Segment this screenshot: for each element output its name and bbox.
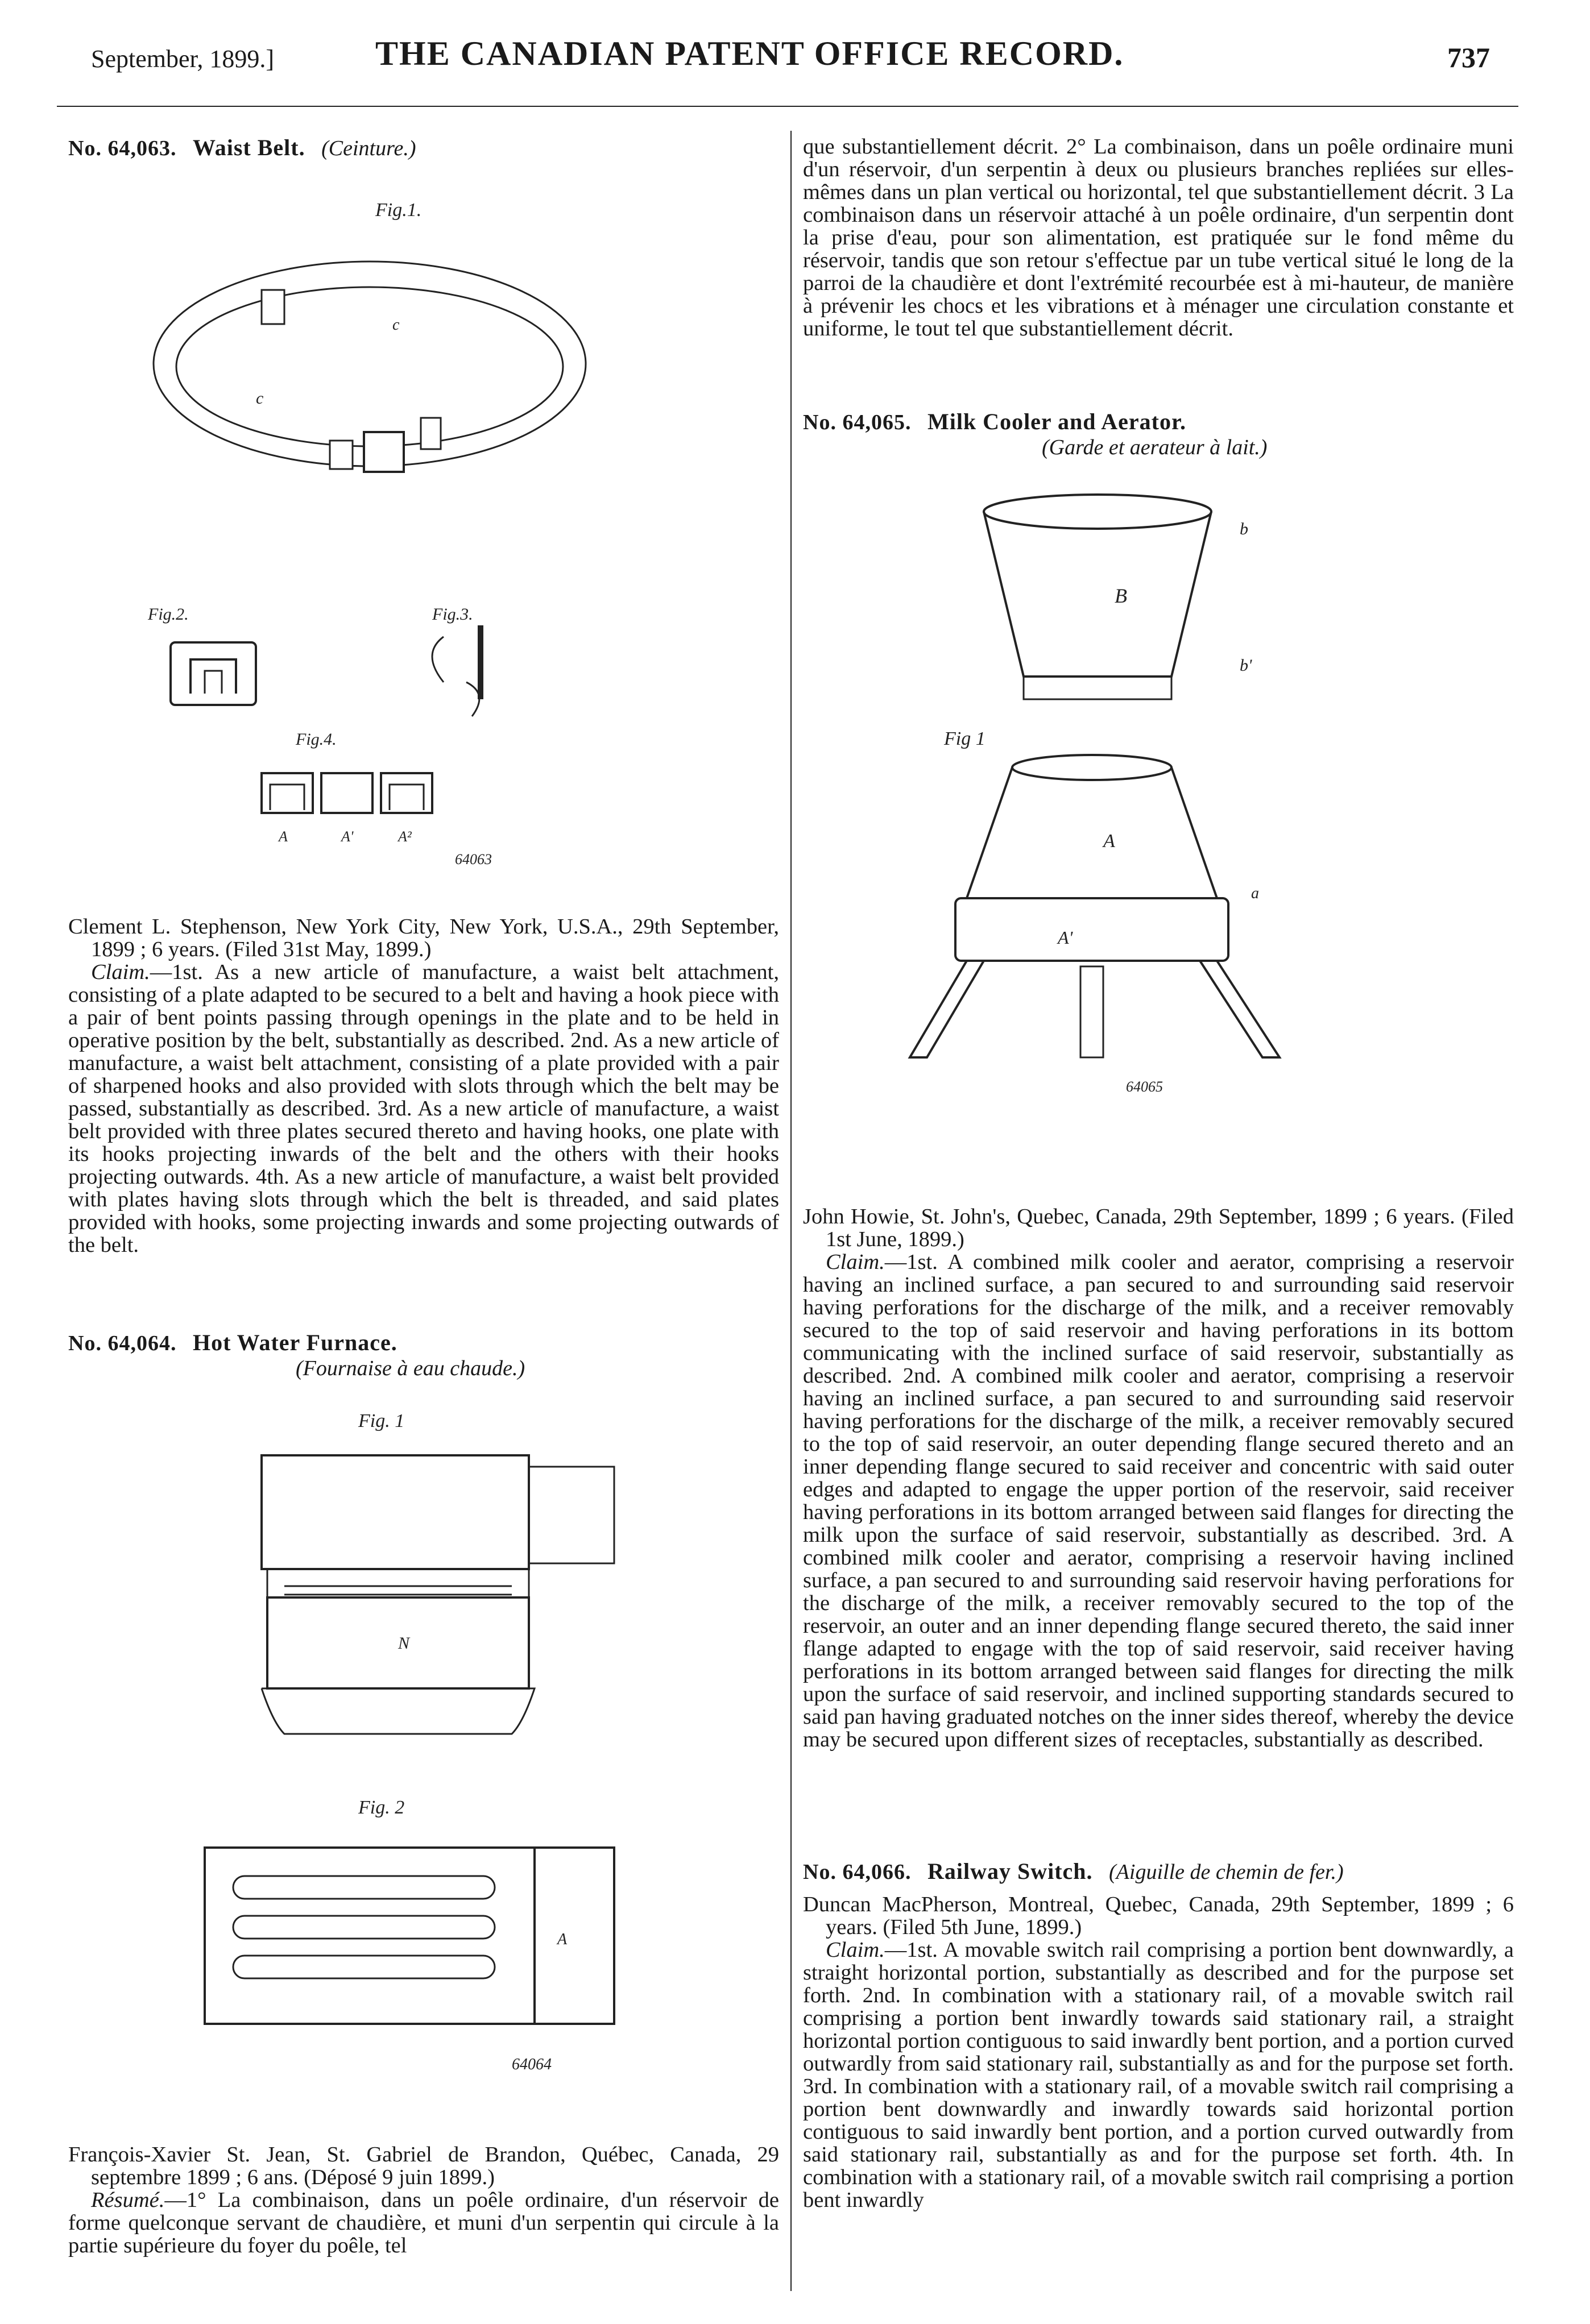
- patent-64-claim-continued: que substantiellement décrit. 2° La combinaison, dans un poêle ordinaire muni d'un réservoir, d'un serpentin à deux ou plusieurs branches repliées sur elles-mêmes dans un plan vertical ou horizontal, tel que substantiellement décrit. 3 La combinaison dans un réservoir attaché à un poêle ordinaire, d'un serpentin dont la prise d'eau, pour son alimentation, est pratiquée sur le fond même du réservoir, tandis que son retour s'effectue par un tube vertical situé le long de la parroi de la chaudière et dont l'extrémité recourbée est à mi-hauteur, de manière à prévenir les chocs et les vibrations et à ménager une circulation constante et uniforme, le tout tel que substantiellement décrit.: [803, 135, 1514, 341]
- fig4-label: A': [341, 828, 354, 845]
- pan-label-a: a: [1251, 885, 1259, 902]
- patent-63-figure-number: 64063: [455, 851, 492, 868]
- patent-65-heading: [803, 409, 1514, 460]
- support-leg-left: [910, 961, 984, 1057]
- pan-label: A': [1058, 927, 1073, 948]
- patent-63-title: Waist Belt.: [192, 135, 305, 160]
- fig1-coil-chamber: [267, 1569, 529, 1597]
- belt-label-c: c: [256, 389, 264, 408]
- patent-66-body: [803, 1893, 1514, 2211]
- fig-label-1: Fig 1: [944, 728, 986, 749]
- patent-63-heading: [68, 135, 779, 161]
- belt-label-c: c: [392, 316, 400, 334]
- patent-63-inventor: Clement L. Stephenson, New York City, New York, U.S.A., 29th September, 1899 ; 6 years. (Filed 31st May, 1899.): [68, 915, 779, 961]
- milk-cooler-figure: [887, 489, 1456, 1188]
- patent-66-number: No. 64,066.: [803, 1860, 912, 1884]
- belt-buckle: [364, 432, 404, 472]
- receiver-body: [984, 512, 1211, 677]
- patent-64-french-title: (Fournaise à eau chaude.): [296, 1356, 525, 1380]
- patent-65-title: Milk Cooler and Aerator.: [927, 409, 1187, 434]
- fig2-furnace-plan: [205, 1848, 535, 2024]
- fig4-hook: [270, 785, 304, 810]
- fig-label-4: Fig.4.: [296, 730, 337, 749]
- journal-title: THE CANADIAN PATENT OFFICE RECORD.: [375, 35, 1124, 72]
- fig2-plate: [171, 642, 256, 705]
- waist-belt-figure: [125, 182, 694, 898]
- patent-65-number: No. 64,065.: [803, 410, 912, 434]
- belt-inner-edge: [176, 287, 563, 446]
- patent-65-claim-label: Claim.: [826, 1250, 885, 1274]
- fig4-label: A²: [398, 828, 412, 845]
- fig2-hook: [205, 671, 222, 694]
- running-header: [57, 34, 1513, 80]
- receiver-rim: [984, 495, 1211, 529]
- patent-64-inventor: François-Xavier St. Jean, St. Gabriel de Brandon, Québec, Canada, 29 septembre 1899 ; 6 ans. (Déposé 9 juin 1899.): [68, 2143, 779, 2189]
- patent-66-inventor: Duncan MacPherson, Montreal, Quebec, Canada, 29th September, 1899 ; 6 years. (Filed 5th June, 1899.): [803, 1893, 1514, 1939]
- fig1-furnace-top: [262, 1455, 529, 1569]
- fig-label-3: Fig.3.: [432, 605, 473, 624]
- patent-63-french-title: (Ceinture.): [321, 136, 416, 160]
- fig2-hook: [191, 659, 236, 694]
- reservoir-top: [1012, 755, 1171, 780]
- reservoir-body: [967, 767, 1217, 898]
- patent-64-heading: [68, 1330, 779, 1381]
- header-date: September, 1899.]: [91, 45, 275, 73]
- hot-water-furnace-figure: [171, 1404, 682, 2143]
- patent-64-claim-label: Résumé.: [91, 2188, 165, 2212]
- patent-66-claim-text: —1st. A movable switch rail comprising a portion bent downwardly, a straight horizontal portion, substantially as described and for the purpose set forth. 2nd. In combination with a stationary rail, of a movable switch rail comprising a portion bent inwardly towards said stationary rail, a straight horizontal portion contiguous to said inwardly bent portion, and a portion curved outwardly from said stationary rail, substantially as and for the purpose set forth. 3rd. In combination with a stationary rail, of a movable switch rail comprising a portion bent downwardly and inwardly towards said horizontal portion contiguous to said inwardly bent portion, and a portion curved outwardly from said stationary rail, substantially as and for the purpose set forth. 4th. In combination with a stationary rail, of a movable switch rail comprising a portion bent inwardly: [803, 1938, 1514, 2212]
- fig2-reservoir: [535, 1848, 614, 2024]
- receiver-flange: [1024, 677, 1171, 699]
- patent-64-figure-number: 64064: [512, 2056, 552, 2073]
- patent-63-number: No. 64,063.: [68, 136, 177, 160]
- patent-63-body: [68, 915, 779, 1256]
- receiver-label-b-small: b: [1240, 520, 1248, 538]
- patent-66-claim-label: Claim.: [826, 1938, 885, 1962]
- patent-64-claim: [68, 2189, 779, 2257]
- fig2-coil: [233, 1956, 495, 1978]
- fig1-coil: [284, 1586, 512, 1595]
- patent-63-claim-label: Claim.: [91, 960, 150, 984]
- patent-66-heading: [803, 1859, 1514, 1885]
- fig4-plate: [321, 773, 372, 813]
- reservoir-label-a: A: [1103, 831, 1115, 852]
- support-leg-center: [1080, 966, 1103, 1057]
- fig-label-2: Fig.2.: [148, 605, 189, 624]
- fig2-coil: [233, 1876, 495, 1899]
- patent-65-claim: [803, 1251, 1514, 1751]
- fig4-hook: [390, 785, 424, 810]
- patent-65-french-title: (Garde et aerateur à lait.): [1042, 435, 1268, 459]
- patent-66-french-title: (Aiguille de chemin de fer.): [1109, 1860, 1344, 1884]
- fig2-label-a: A: [557, 1931, 568, 1948]
- patent-64-body: [68, 2143, 779, 2257]
- support-leg-right: [1200, 961, 1280, 1057]
- column-divider: [790, 131, 792, 2291]
- fig3-profile: [432, 637, 444, 682]
- fig-label-1: Fig.1.: [375, 200, 422, 221]
- patent-64-title: Hot Water Furnace.: [192, 1330, 398, 1355]
- patent-66-claim: [803, 1939, 1514, 2211]
- patent-65-figure-number: 64065: [1126, 1078, 1163, 1095]
- belt-plate: [421, 418, 441, 449]
- fig1-label-n: N: [398, 1634, 410, 1653]
- receiver-label-b1: b': [1240, 656, 1252, 675]
- fig3-hook: [466, 682, 479, 716]
- patent-66-title: Railway Switch.: [927, 1858, 1093, 1884]
- fig2-coil: [233, 1916, 495, 1939]
- patent-65-inventor: John Howie, St. John's, Quebec, Canada, 29th September, 1899 ; 6 years. (Filed 1st June, 1899.): [803, 1205, 1514, 1251]
- receiver-label-b: B: [1115, 584, 1127, 607]
- fig-label-1: Fig. 1: [358, 1410, 405, 1431]
- patent-65-claim-text: —1st. A combined milk cooler and aerator, comprising a reservoir having an inclined surface, a pan secured to and surrounding said reservoir having perforations for the discharge of the milk, and a receiver removably secured to the top of said reservoir and having perforations in its bottom communicating with the inclined surface of said reservoir, substantially as described. 2nd. A combined milk cooler and aerator, comprising a reservoir having an inclined surface, a pan secured to and surrounding said reservoir having perforations for the discharge of the milk, a receiver removably secured to the top of said reservoir, an outer depending flange secured thereto and an inner depending flange secured to said receiver and concentric with said outer edges and adapted to engage the upper portion of the reservoir, said receiver having perforations in its bottom arranged between said flanges for directing the milk upon the surface of said reservoir, substantially as described. 3rd. A combined milk cooler and aerator, comprising a reservoir having inclined surface, a pan secured to and surrounding said reservoir having perforations for the discharge of the milk, a receiver removably secured to the top of the reservoir, an outer and an inner depending flange secured thereto, the said inner flange adapted to engage with the top of said reservoir, said receiver having perforations in its bottom arranged between said flanges for directing the milk upon the surface of said reservoir, and inclined supporting standards secured to said pan having graduated notches on the inner sides thereof, whereby the device may be secured upon different sizes of receptacles, substantially as described.: [803, 1250, 1514, 1752]
- fig4-label: A: [279, 828, 288, 845]
- fig1-base: [262, 1688, 535, 1734]
- patent-63-claim: [68, 961, 779, 1256]
- belt-hook: [262, 290, 284, 324]
- header-rule: [57, 106, 1518, 107]
- pan: [955, 898, 1228, 961]
- fig3-plate: [478, 625, 483, 699]
- patent-65-body: [803, 1205, 1514, 1751]
- patent-64-number: No. 64,064.: [68, 1331, 177, 1355]
- patent-63-claim-text: —1st. As a new article of manufacture, a waist belt attachment, consisting of a plate adapted to be secured to a belt and having a hook piece with a pair of bent points passing through openings in the plate and to be held in operative position by the belt, substantially as described. 2nd. As a new article of manufacture, a waist belt attachment, consisting of a plate provided with a pair of sharpened hooks and also provided with slots through which the belt may be passed, substantially as described. 3rd. As a new article of manufacture, a waist belt provided with three plates secured thereto and having hooks, one plate with its hooks projecting inwards of the belt and the others with their hooks projecting outwards. 4th. As a new article of manufacture, a waist belt provided with plates having slots through which the belt is threaded, and said plates provided with hooks, some projecting inwards and some projecting outwards of the belt.: [68, 960, 779, 1257]
- fig-label-2: Fig. 2: [358, 1797, 405, 1818]
- patent-64-claim-text: —1° La combinaison, dans un poêle ordinaire, d'un réservoir de forme quelconque servant de chaudière, et muni d'un serpentin qui circule à la partie supérieure du foyer du poêle, tel: [68, 2188, 779, 2257]
- page-number: 737: [1447, 42, 1490, 73]
- fig1-reservoir: [529, 1467, 614, 1563]
- belt-plate: [330, 441, 353, 469]
